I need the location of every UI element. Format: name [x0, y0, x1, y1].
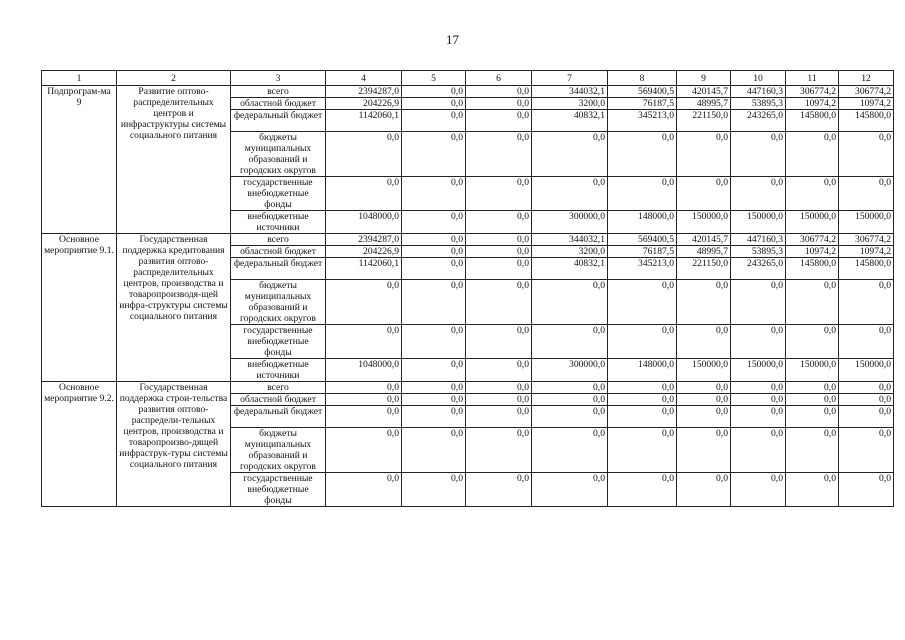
value-cell: 0,0: [402, 110, 466, 132]
value-cell: 0,0: [466, 234, 532, 246]
value-cell: 344032,1: [532, 234, 608, 246]
value-cell: 204226,9: [326, 98, 402, 110]
value-cell: 145800,0: [839, 110, 894, 132]
value-cell: 0,0: [532, 406, 608, 428]
value-cell: 0,0: [466, 211, 532, 234]
value-cell: 0,0: [532, 325, 608, 359]
table-row: [42, 234, 894, 246]
value-cell: 0,0: [532, 473, 608, 507]
value-cell: 0,0: [786, 325, 839, 359]
value-cell: 48995,7: [677, 98, 731, 110]
column-header: 1: [42, 71, 117, 86]
value-cell: 0,0: [839, 132, 894, 177]
value-cell: 3200,0: [532, 246, 608, 258]
value-cell: 221150,0: [677, 110, 731, 132]
value-cell: 0,0: [677, 428, 731, 473]
funding-source-cell: бюджеты муниципальных образований и городских округов: [231, 280, 326, 325]
value-cell: 0,0: [786, 406, 839, 428]
value-cell: 48995,7: [677, 246, 731, 258]
value-cell: 0,0: [466, 359, 532, 382]
value-cell: 0,0: [786, 280, 839, 325]
value-cell: 0,0: [677, 473, 731, 507]
value-cell: 0,0: [402, 246, 466, 258]
value-cell: 0,0: [608, 394, 677, 406]
value-cell: 0,0: [731, 473, 786, 507]
value-cell: 10974,2: [839, 246, 894, 258]
column-header: 10: [731, 71, 786, 86]
value-cell: 145800,0: [786, 110, 839, 132]
funding-source-cell: федеральный бюджет: [231, 110, 326, 132]
value-cell: 0,0: [839, 177, 894, 211]
value-cell: 150000,0: [839, 211, 894, 234]
value-cell: 0,0: [731, 428, 786, 473]
value-cell: 0,0: [608, 382, 677, 394]
page-number: 17: [446, 32, 459, 47]
value-cell: 0,0: [608, 132, 677, 177]
value-cell: 0,0: [677, 177, 731, 211]
value-cell: 0,0: [402, 98, 466, 110]
value-cell: 0,0: [532, 280, 608, 325]
value-cell: 0,0: [466, 325, 532, 359]
value-cell: 569400,5: [608, 234, 677, 246]
column-header: 12: [839, 71, 894, 86]
header-row: [42, 71, 894, 86]
value-cell: 345213,0: [608, 258, 677, 280]
value-cell: 0,0: [532, 132, 608, 177]
value-cell: 150000,0: [786, 211, 839, 234]
column-header: 8: [608, 71, 677, 86]
value-cell: 243265,0: [731, 258, 786, 280]
value-cell: 0,0: [731, 177, 786, 211]
value-cell: 0,0: [731, 325, 786, 359]
funding-source-cell: областной бюджет: [231, 98, 326, 110]
value-cell: 0,0: [402, 234, 466, 246]
funding-source-cell: федеральный бюджет: [231, 258, 326, 280]
value-cell: 0,0: [786, 177, 839, 211]
value-cell: 0,0: [608, 177, 677, 211]
value-cell: 0,0: [839, 428, 894, 473]
value-cell: 0,0: [402, 428, 466, 473]
value-cell: 53895,3: [731, 246, 786, 258]
funding-source-cell: всего: [231, 382, 326, 394]
value-cell: 0,0: [532, 177, 608, 211]
value-cell: 148000,0: [608, 211, 677, 234]
column-header: 2: [117, 71, 231, 86]
column-header: 4: [326, 71, 402, 86]
value-cell: 221150,0: [677, 258, 731, 280]
value-cell: 300000,0: [532, 359, 608, 382]
value-cell: 1142060,1: [326, 258, 402, 280]
value-cell: 0,0: [608, 280, 677, 325]
value-cell: 10974,2: [786, 246, 839, 258]
value-cell: 306774,2: [839, 234, 894, 246]
value-cell: 569400,5: [608, 86, 677, 98]
column-header: 7: [532, 71, 608, 86]
funding-source-cell: федеральный бюджет: [231, 406, 326, 428]
value-cell: 0,0: [677, 325, 731, 359]
value-cell: 0,0: [731, 132, 786, 177]
value-cell: 0,0: [326, 382, 402, 394]
value-cell: 0,0: [466, 406, 532, 428]
column-header: 6: [466, 71, 532, 86]
value-cell: 420145,7: [677, 86, 731, 98]
value-cell: 0,0: [466, 246, 532, 258]
value-cell: 0,0: [786, 428, 839, 473]
value-cell: 0,0: [786, 473, 839, 507]
value-cell: 53895,3: [731, 98, 786, 110]
value-cell: 0,0: [466, 382, 532, 394]
value-cell: 243265,0: [731, 110, 786, 132]
column-header: 5: [402, 71, 466, 86]
value-cell: 0,0: [466, 86, 532, 98]
value-cell: 1142060,1: [326, 110, 402, 132]
value-cell: 0,0: [466, 258, 532, 280]
value-cell: 0,0: [402, 211, 466, 234]
value-cell: 0,0: [731, 394, 786, 406]
value-cell: 145800,0: [786, 258, 839, 280]
value-cell: 0,0: [402, 86, 466, 98]
value-cell: 0,0: [677, 132, 731, 177]
program-code-cell: Подпрограм-ма 9: [42, 86, 117, 234]
value-cell: 345213,0: [608, 110, 677, 132]
funding-source-cell: внебюджетные источники: [231, 211, 326, 234]
value-cell: 0,0: [731, 382, 786, 394]
program-name-cell: Развитие оптово-распределительных центров и инфраструктуры системы социального питания: [117, 86, 231, 234]
value-cell: 150000,0: [786, 359, 839, 382]
funding-source-cell: государственные внебюджетные фонды: [231, 325, 326, 359]
value-cell: 0,0: [786, 394, 839, 406]
value-cell: 0,0: [402, 359, 466, 382]
budget-table: [41, 70, 894, 507]
value-cell: 447160,3: [731, 234, 786, 246]
value-cell: 447160,3: [731, 86, 786, 98]
value-cell: 145800,0: [839, 258, 894, 280]
value-cell: 0,0: [466, 394, 532, 406]
value-cell: 0,0: [786, 132, 839, 177]
value-cell: 76187,5: [608, 98, 677, 110]
funding-source-cell: государственные внебюджетные фонды: [231, 473, 326, 507]
value-cell: 150000,0: [677, 359, 731, 382]
table-row: [42, 382, 894, 394]
value-cell: 0,0: [786, 382, 839, 394]
value-cell: 0,0: [326, 325, 402, 359]
value-cell: 0,0: [326, 428, 402, 473]
value-cell: 150000,0: [731, 211, 786, 234]
funding-source-cell: внебюджетные источники: [231, 359, 326, 382]
program-code-cell: Основное мероприятие 9.1.: [42, 234, 117, 382]
funding-source-cell: всего: [231, 234, 326, 246]
value-cell: 0,0: [532, 428, 608, 473]
value-cell: 306774,2: [839, 86, 894, 98]
value-cell: 0,0: [677, 382, 731, 394]
value-cell: 0,0: [839, 473, 894, 507]
value-cell: 0,0: [466, 110, 532, 132]
value-cell: 0,0: [326, 394, 402, 406]
value-cell: 150000,0: [677, 211, 731, 234]
value-cell: 0,0: [326, 177, 402, 211]
value-cell: 0,0: [731, 406, 786, 428]
funding-source-cell: государственные внебюджетные фонды: [231, 177, 326, 211]
value-cell: 0,0: [608, 325, 677, 359]
value-cell: 40832,1: [532, 110, 608, 132]
value-cell: 0,0: [466, 177, 532, 211]
value-cell: 3200,0: [532, 98, 608, 110]
value-cell: 0,0: [466, 98, 532, 110]
funding-source-cell: областной бюджет: [231, 394, 326, 406]
value-cell: 0,0: [466, 473, 532, 507]
value-cell: 0,0: [608, 406, 677, 428]
value-cell: 0,0: [326, 406, 402, 428]
value-cell: 306774,2: [786, 86, 839, 98]
value-cell: 204226,9: [326, 246, 402, 258]
funding-source-cell: областной бюджет: [231, 246, 326, 258]
value-cell: 0,0: [402, 406, 466, 428]
value-cell: 0,0: [731, 280, 786, 325]
funding-source-cell: бюджеты муниципальных образований и городских округов: [231, 428, 326, 473]
table-row: [42, 86, 894, 98]
value-cell: 0,0: [402, 325, 466, 359]
value-cell: 420145,7: [677, 234, 731, 246]
value-cell: 0,0: [839, 280, 894, 325]
column-header: 9: [677, 71, 731, 86]
funding-source-cell: всего: [231, 86, 326, 98]
value-cell: 10974,2: [786, 98, 839, 110]
value-cell: 1048000,0: [326, 359, 402, 382]
value-cell: 0,0: [839, 382, 894, 394]
value-cell: 0,0: [402, 280, 466, 325]
value-cell: 2394287,0: [326, 86, 402, 98]
program-name-cell: Государственная поддержка кредитования развития оптово-распределительных центров, производства и товаропроизводя-щей инфра-структуры системы социального питания: [117, 234, 231, 382]
column-header: 11: [786, 71, 839, 86]
value-cell: 150000,0: [839, 359, 894, 382]
value-cell: 0,0: [532, 394, 608, 406]
value-cell: 300000,0: [532, 211, 608, 234]
value-cell: 1048000,0: [326, 211, 402, 234]
value-cell: 0,0: [402, 394, 466, 406]
value-cell: 0,0: [326, 473, 402, 507]
value-cell: 0,0: [402, 382, 466, 394]
value-cell: 0,0: [677, 406, 731, 428]
value-cell: 40832,1: [532, 258, 608, 280]
value-cell: 0,0: [466, 428, 532, 473]
value-cell: 148000,0: [608, 359, 677, 382]
value-cell: 306774,2: [786, 234, 839, 246]
value-cell: 0,0: [466, 132, 532, 177]
value-cell: 0,0: [402, 132, 466, 177]
value-cell: 0,0: [608, 428, 677, 473]
value-cell: 0,0: [839, 325, 894, 359]
value-cell: 0,0: [839, 394, 894, 406]
value-cell: 76187,5: [608, 246, 677, 258]
program-code-cell: Основное мероприятие 9.2.: [42, 382, 117, 507]
value-cell: 344032,1: [532, 86, 608, 98]
table-body: [42, 86, 894, 507]
value-cell: 0,0: [326, 132, 402, 177]
funding-source-cell: бюджеты муниципальных образований и городских округов: [231, 132, 326, 177]
value-cell: 0,0: [402, 473, 466, 507]
value-cell: 0,0: [402, 177, 466, 211]
value-cell: 0,0: [677, 280, 731, 325]
value-cell: 10974,2: [839, 98, 894, 110]
value-cell: 0,0: [677, 394, 731, 406]
value-cell: 0,0: [466, 280, 532, 325]
value-cell: 0,0: [402, 258, 466, 280]
value-cell: 0,0: [326, 280, 402, 325]
value-cell: 0,0: [608, 473, 677, 507]
column-header: 3: [231, 71, 326, 86]
value-cell: 0,0: [839, 406, 894, 428]
value-cell: 150000,0: [731, 359, 786, 382]
value-cell: 2394287,0: [326, 234, 402, 246]
value-cell: 0,0: [532, 382, 608, 394]
program-name-cell: Государственная поддержка строи-тельства развития оптово-распредели-тельных центров, производства и товаропроизво-дящей инфраструк-туры системы социального питания: [117, 382, 231, 507]
